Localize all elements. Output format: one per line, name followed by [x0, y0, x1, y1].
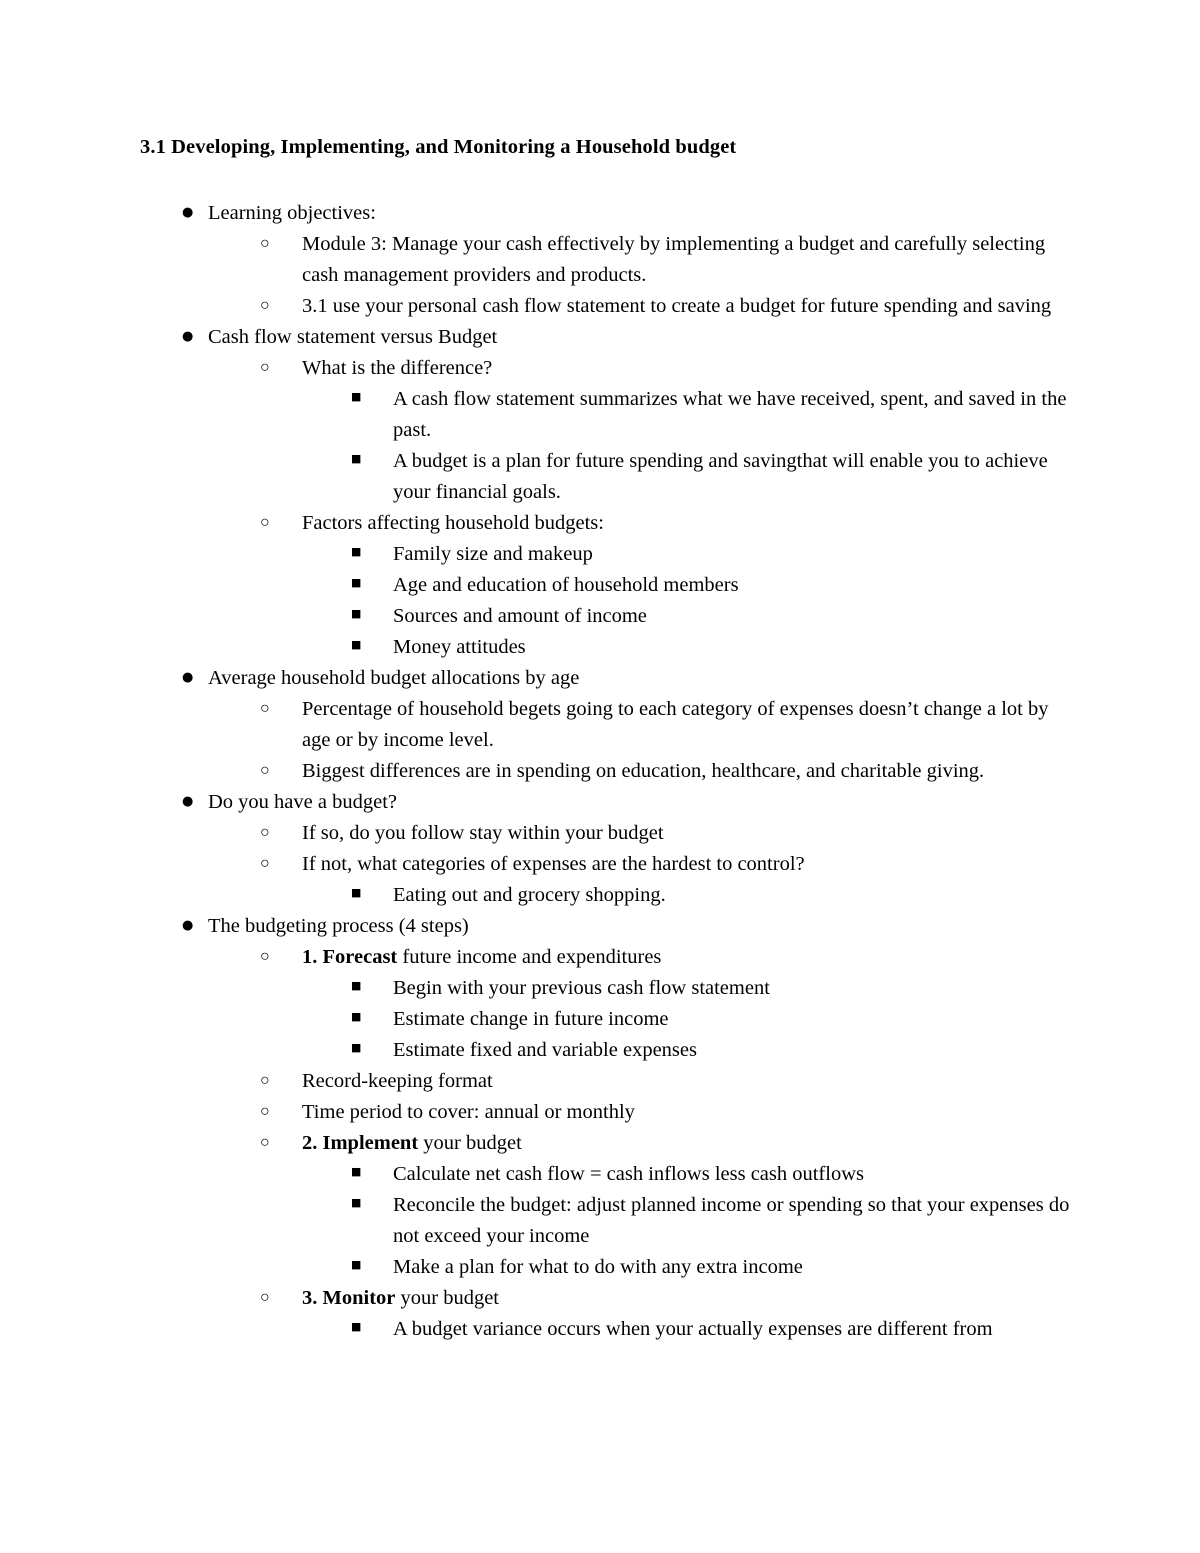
bullet-square-icon — [351, 632, 361, 663]
bullet-square-icon — [351, 1004, 361, 1035]
outline-item-text: Calculate net cash flow = cash inflows less cash outflows — [393, 1163, 864, 1185]
outline-item-text: Time period to cover: annual or monthly — [302, 1101, 635, 1123]
outline-item-l3 — [345, 973, 1070, 1004]
bullet-square-icon — [351, 973, 361, 1004]
bullet-circle-icon-glyph: ○ — [260, 948, 270, 965]
bullet-disc-icon — [182, 663, 193, 695]
outline-item-text: Average household budget allocations by age — [208, 667, 580, 689]
outline-item-text: Cash flow statement versus Budget — [208, 326, 498, 348]
bullet-circle-icon — [260, 508, 270, 540]
outline-item-text: Learning objectives: — [208, 202, 376, 224]
outline-sublist-l2 — [255, 942, 1070, 1345]
bullet-disc-icon-glyph: ● — [182, 670, 194, 685]
bullet-disc-icon-glyph: ● — [182, 794, 194, 809]
outline-sublist-l3 — [345, 1314, 1070, 1345]
outline-item-l2 — [255, 756, 1070, 787]
outline-item-text: Biggest differences are in spending on education, healthcare, and charitable giving. — [302, 760, 985, 782]
outline-item-text: Sources and amount of income — [393, 605, 647, 627]
outline-item-text: A budget variance occurs when your actually expenses are different from — [393, 1318, 993, 1340]
bullet-disc-icon-glyph: ● — [182, 918, 194, 933]
outline-item-text: Money attitudes — [393, 636, 526, 658]
outline-item-text: Estimate fixed and variable expenses — [393, 1039, 697, 1061]
outline-item-text — [302, 942, 1070, 973]
outline-item-l2 — [255, 1097, 1070, 1128]
bullet-circle-icon-glyph: ○ — [260, 297, 270, 314]
bullet-square-icon — [351, 1035, 361, 1066]
bullet-square-icon-glyph: ■ — [351, 607, 362, 620]
outline-item-l2 — [255, 1066, 1070, 1097]
bullet-square-icon — [351, 601, 361, 632]
outline-item-l1 — [140, 787, 1070, 911]
bullet-circle-icon — [260, 849, 270, 881]
outline-item-l2 — [255, 508, 1070, 663]
outline-item-rest: future income and expenditures — [397, 946, 662, 968]
bullet-circle-icon-glyph: ○ — [260, 1289, 270, 1306]
bullet-square-icon-glyph: ■ — [351, 1196, 362, 1209]
bullet-square-icon-glyph: ■ — [351, 1165, 362, 1178]
bullet-circle-icon — [260, 818, 270, 850]
bullet-circle-icon — [260, 1283, 270, 1315]
outline-item-text: Record-keeping format — [302, 1070, 493, 1092]
outline-item-l2 — [255, 849, 1070, 911]
outline-item-text — [302, 1128, 1070, 1159]
outline-sublist-l3 — [345, 973, 1070, 1066]
outline-item-l2 — [255, 818, 1070, 849]
outline-item-text: Percentage of household begets going to each category of expenses doesn’t change a lot by age or by income level. — [302, 698, 1049, 751]
bullet-circle-icon — [260, 291, 270, 323]
outline-item-l2 — [255, 229, 1070, 291]
bullet-square-icon — [351, 384, 361, 415]
outline-item-l1 — [140, 911, 1070, 1345]
outline-item-l2 — [255, 694, 1070, 756]
outline-item-l3 — [345, 880, 1070, 911]
outline-sublist-l3 — [345, 1159, 1070, 1283]
outline-item-text: Do you have a budget? — [208, 791, 397, 813]
outline-sublist-l2 — [255, 353, 1070, 663]
outline-item-l2 — [255, 942, 1070, 1066]
bullet-circle-icon-glyph: ○ — [260, 762, 270, 779]
bullet-disc-icon — [182, 787, 193, 819]
outline-item-text: If not, what categories of expenses are the hardest to control? — [302, 853, 805, 875]
bullet-square-icon-glyph: ■ — [351, 390, 362, 403]
outline-item-rest: your budget — [418, 1132, 522, 1154]
outline-item-text: What is the difference? — [302, 357, 493, 379]
outline-item-l3 — [345, 384, 1070, 446]
bullet-disc-icon — [182, 322, 193, 354]
bullet-circle-icon-glyph: ○ — [260, 855, 270, 872]
bullet-circle-icon-glyph: ○ — [260, 700, 270, 717]
outline-sublist-l2 — [255, 229, 1070, 322]
bullet-disc-icon — [182, 198, 193, 230]
bullet-circle-icon — [260, 694, 270, 726]
outline-item-l1 — [140, 322, 1070, 663]
outline-item-bold-prefix: 2. Implement — [302, 1132, 419, 1154]
bullet-circle-icon — [260, 942, 270, 974]
bullet-disc-icon-glyph: ● — [182, 205, 194, 220]
outline-item-l2 — [255, 291, 1070, 322]
outline-item-l3 — [345, 1252, 1070, 1283]
outline-item-text: 3.1 use your personal cash flow statement to create a budget for future spending and saving — [302, 295, 1052, 317]
bullet-square-icon — [351, 1190, 361, 1221]
bullet-square-icon-glyph: ■ — [351, 638, 362, 651]
outline-item-text: Factors affecting household budgets: — [302, 512, 604, 534]
outline-sublist-l2 — [255, 818, 1070, 911]
outline-item-bold-prefix: 3. Monitor — [302, 1287, 396, 1309]
outline-item-l3 — [345, 539, 1070, 570]
outline-item-text: Module 3: Manage your cash effectively by implementing a budget and carefully selecting cash management providers and products. — [302, 233, 1046, 286]
bullet-square-icon — [351, 570, 361, 601]
bullet-square-icon — [351, 1252, 361, 1283]
outline-item-l3 — [345, 1190, 1070, 1252]
outline-item-bold-prefix: 1. Forecast — [302, 946, 398, 968]
outline-item-l3 — [345, 1159, 1070, 1190]
bullet-square-icon — [351, 446, 361, 477]
bullet-square-icon-glyph: ■ — [351, 545, 362, 558]
bullet-square-icon-glyph: ■ — [351, 979, 362, 992]
outline-item-text: A cash flow statement summarizes what we have received, spent, and saved in the past. — [393, 388, 1067, 441]
bullet-disc-icon-glyph: ● — [182, 329, 194, 344]
bullet-square-icon-glyph: ■ — [351, 886, 362, 899]
bullet-circle-icon — [260, 1097, 270, 1129]
bullet-circle-icon — [260, 1128, 270, 1160]
outline-item-text: The budgeting process (4 steps) — [208, 915, 469, 937]
outline-sublist-l3 — [345, 384, 1070, 508]
outline-item-l3 — [345, 1314, 1070, 1345]
bullet-square-icon-glyph: ■ — [351, 1041, 362, 1054]
bullet-circle-icon-glyph: ○ — [260, 824, 270, 841]
outline-item-l2 — [255, 1283, 1070, 1345]
outline-item-l3 — [345, 570, 1070, 601]
bullet-square-icon-glyph: ■ — [351, 576, 362, 589]
bullet-circle-icon — [260, 756, 270, 788]
bullet-circle-icon-glyph: ○ — [260, 1072, 270, 1089]
outline-item-text: Eating out and grocery shopping. — [393, 884, 666, 906]
bullet-disc-icon — [182, 911, 193, 943]
document-body — [140, 132, 1070, 1345]
bullet-circle-icon — [260, 1066, 270, 1098]
outline-sublist-l3 — [345, 539, 1070, 663]
outline-item-text — [302, 1283, 1070, 1314]
outline-item-l2 — [255, 353, 1070, 508]
outline-item-text: Estimate change in future income — [393, 1008, 669, 1030]
outline-item-text: If so, do you follow stay within your budget — [302, 822, 664, 844]
bullet-square-icon — [351, 539, 361, 570]
outline-sublist-l3 — [345, 880, 1070, 911]
bullet-square-icon-glyph: ■ — [351, 452, 362, 465]
bullet-circle-icon-glyph: ○ — [260, 514, 270, 531]
outline-item-text: Begin with your previous cash flow statement — [393, 977, 770, 999]
outline-root — [140, 198, 1070, 1345]
bullet-circle-icon — [260, 353, 270, 385]
bullet-circle-icon-glyph: ○ — [260, 235, 270, 252]
outline-item-text: Reconcile the budget: adjust planned income or spending so that your expenses do not exceed your income — [393, 1194, 1070, 1247]
outline-item-l3 — [345, 1004, 1070, 1035]
outline-item-text: Make a plan for what to do with any extra income — [393, 1256, 803, 1278]
outline-item-text: Family size and makeup — [393, 543, 593, 565]
outline-item-l1 — [140, 663, 1070, 787]
outline-item-text: A budget is a plan for future spending and savingthat will enable you to achieve your financial goals. — [393, 450, 1048, 503]
outline-item-l3 — [345, 601, 1070, 632]
outline-item-text: Age and education of household members — [393, 574, 739, 596]
bullet-circle-icon-glyph: ○ — [260, 359, 270, 376]
page-title: 3.1 Developing, Implementing, and Monitoring a Household budget — [140, 136, 737, 158]
bullet-square-icon-glyph: ■ — [351, 1320, 362, 1333]
outline-item-l3 — [345, 446, 1070, 508]
outline-item-l3 — [345, 632, 1070, 663]
bullet-square-icon — [351, 1159, 361, 1190]
outline-item-l2 — [255, 1128, 1070, 1283]
outline-item-l1 — [140, 198, 1070, 322]
outline-item-l3 — [345, 1035, 1070, 1066]
bullet-circle-icon-glyph: ○ — [260, 1134, 270, 1151]
bullet-circle-icon-glyph: ○ — [260, 1103, 270, 1120]
bullet-square-icon-glyph: ■ — [351, 1258, 362, 1271]
bullet-square-icon — [351, 880, 361, 911]
bullet-square-icon-glyph: ■ — [351, 1010, 362, 1023]
outline-sublist-l2 — [255, 694, 1070, 787]
bullet-square-icon — [351, 1314, 361, 1345]
bullet-circle-icon — [260, 229, 270, 261]
outline-item-rest: your budget — [395, 1287, 499, 1309]
